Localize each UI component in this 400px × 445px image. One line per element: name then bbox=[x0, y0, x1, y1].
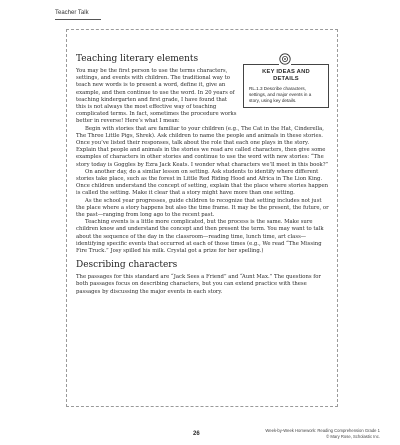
paragraph: Begin with stories that are familiar to your children (e.g., The Cat in the Hat, Cinderella, The Three Little Pigs, Shrek). Ask children to name the people and animals in these stories. Once you’ve listed their responses, talk about the role that each one plays in the story. Explain that people and animals in the stories we read are called characters, then give some examples of characters in other stories and continue to use the word with new stories: “The story today is Goggles by Ezra Jack Keats. I wonder what characters we’ll meet in this book?” bbox=[76, 125, 329, 168]
paragraph: As the school year progresses, guide children to recognize that setting includes not just the place where a story happens but also the time frame. It may be the present, the future, or the past—ranging from long ago to the recent past. bbox=[76, 197, 329, 219]
key-ideas-sidebar bbox=[243, 56, 329, 108]
section-label: Teacher Talk bbox=[55, 10, 89, 16]
page-number: 26 bbox=[193, 431, 200, 437]
paragraph: The passages for this standard are “Jack Sees a Friend” and “Aunt Max.” The questions for both passages focus on describing characters, but you can extend practice with these passages by discussing the major events in each story. bbox=[76, 274, 321, 295]
paragraph: Teaching events is a little more complicated, but the process is the same. Make sure children know and understand the concept and then present the term. You may want to talk about the sequence of the day in the classroom—reading time, lunch time, art class—identifying specific events that occurred at each of those times (e.g., We read “The Missing Fire Truck.” Josy spilled his milk. Crystal got a prize for her spelling.) bbox=[76, 219, 324, 255]
book-title-credit: Week-by-Week Homework: Reading Comprehension Grade 1 bbox=[265, 428, 380, 433]
page-content bbox=[76, 54, 329, 296]
header-rule bbox=[55, 19, 101, 20]
heading-describing-characters: Describing characters bbox=[76, 260, 178, 271]
paragraph: You may be the first person to use the terms characters, settings, and events with children. The traditional way to teach new words is to present a word, define it, give an example, and then continue to use the word. In 20 years of teaching kindergarten and first grade, I have found that this is not always the most effective way of teaching complicated terms. In fact, sometimes the procedure works better in reverse! Here’s what I mean: bbox=[76, 68, 237, 125]
paragraph: On another day, do a similar lesson on setting. Ask students to identify where different stories take place, such as the forest in Little Red Riding Hood and Africa in The Lion King. Once children understand the concept of setting, explain that the place where stories happen is called the setting. Make it clear that a story might have more than one setting. bbox=[76, 168, 329, 197]
copyright-credit: © Mary Rose, Scholastic Inc. bbox=[326, 433, 380, 439]
credit-line bbox=[265, 428, 380, 439]
heading-literary-elements: Teaching literary elements bbox=[76, 54, 199, 64]
key-ideas-title: KEY IDEAS AND DETAILS bbox=[262, 69, 310, 83]
key-ideas-box bbox=[243, 64, 329, 108]
standard-badge-icon bbox=[279, 53, 291, 65]
standard-description: RL.1.3 Describe characters, settings, and major events in a story, using key details. bbox=[249, 86, 312, 104]
